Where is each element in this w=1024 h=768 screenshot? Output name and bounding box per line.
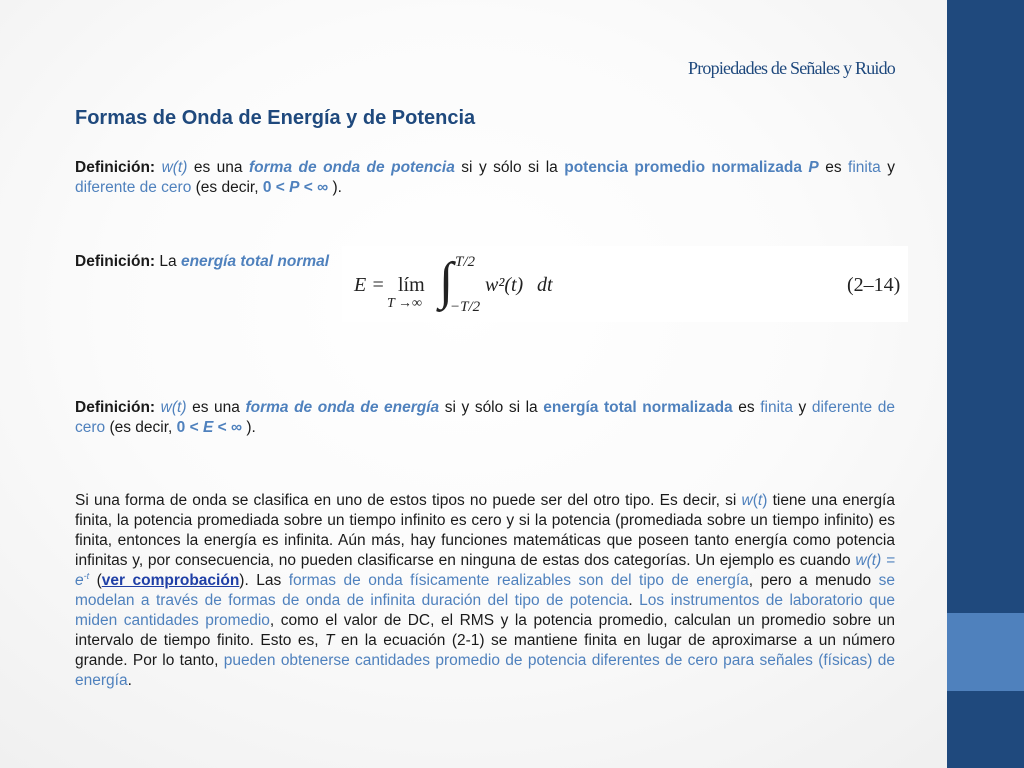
integral-sign: ∫ bbox=[439, 253, 454, 310]
definition-label: Definición: bbox=[75, 159, 156, 176]
integral-lower-limit: −T/2 bbox=[450, 299, 481, 315]
integral-upper-limit: T/2 bbox=[455, 254, 476, 270]
definition-energy: Definición: w(t) es una forma de onda de energía si y sólo si la energía total normalizada es finita y diferente de cero (es decir, 0 < E < ∞ ). bbox=[75, 399, 895, 436]
explanation-paragraph: Si una forma de onda se clasifica en uno de estos tipos no puede ser del otro tipo. Es decir, si w(t) tiene una energía finita, la potencia promediada sobre un tiempo infinito es cero y si la potencia (promediada sobre un tiempo infinito) es finita, entonces la energía es infinita. Aún más, hay funciones matemáticas que poseen tanto energía como potencia infinitas y, por consecuencia, no pueden clasificarse en ninguna de estas dos categorías. Un ejemplo es cuando $w(t) = e^{-t}$ (ver comprobación). Las formas de onda físicamente realizables son del tipo de energía, pero a menudo se modelan a través de formas de onda de infinita duración del tipo de potencia. Los instrumentos de laboratorio que miden cantidades promedio, como el valor de DC, el RMS y la potencia promedio, calculan un promedio sobre un intervalo de tiempo finito. Esto es, T en la ecuación (2-1) se mantiene finita en lugar de aproximarse a un número grande. Por lo tanto, pueden obtenerse cantidades promedio de potencia diferentes de cero para señales (físicas) de energía. bbox=[75, 492, 896, 689]
slide-header-title: Propiedades de Señales y Ruido bbox=[688, 58, 895, 78]
section-title: Formas de Onda de Energía y de Potencia bbox=[75, 107, 476, 129]
equation-integrand: w²(t) bbox=[485, 274, 524, 296]
definition-label: Definición: bbox=[75, 253, 156, 270]
equation-lim: lím bbox=[398, 274, 425, 296]
term-normalized-energy: energía total normalizada bbox=[543, 399, 733, 416]
signal-symbol: w(t) bbox=[161, 159, 188, 176]
equation-differential: dt bbox=[537, 274, 553, 296]
term-power-waveform: forma de onda de potencia bbox=[249, 159, 455, 176]
definition-label: Definición: bbox=[75, 399, 156, 416]
equation-number: (2–14) bbox=[847, 274, 901, 296]
term-energy-waveform: forma de onda de energía bbox=[245, 399, 440, 416]
sidebar-accent-block bbox=[947, 613, 1024, 691]
signal-symbol: w(t) bbox=[160, 399, 187, 416]
example-expression: w(t) = e bbox=[75, 552, 895, 589]
term-average-power: potencia promedio normalizada bbox=[564, 159, 809, 176]
equation-lhs: E = bbox=[354, 274, 385, 296]
equation-image bbox=[342, 246, 908, 322]
definition-power: Definición: w(t) es una forma de onda de potencia si y sólo si la potencia promedio normalizada P es finita y diferente de cero (es decir, 0 < P < ∞ ). bbox=[75, 159, 896, 196]
equation-lim-subscript: T →∞ bbox=[387, 296, 423, 311]
verification-link[interactable]: ver comprobación bbox=[101, 572, 240, 589]
definition-energy-total: Definición: La energía total normal bbox=[75, 253, 330, 270]
term-total-energy: energía total normal bbox=[180, 253, 330, 270]
